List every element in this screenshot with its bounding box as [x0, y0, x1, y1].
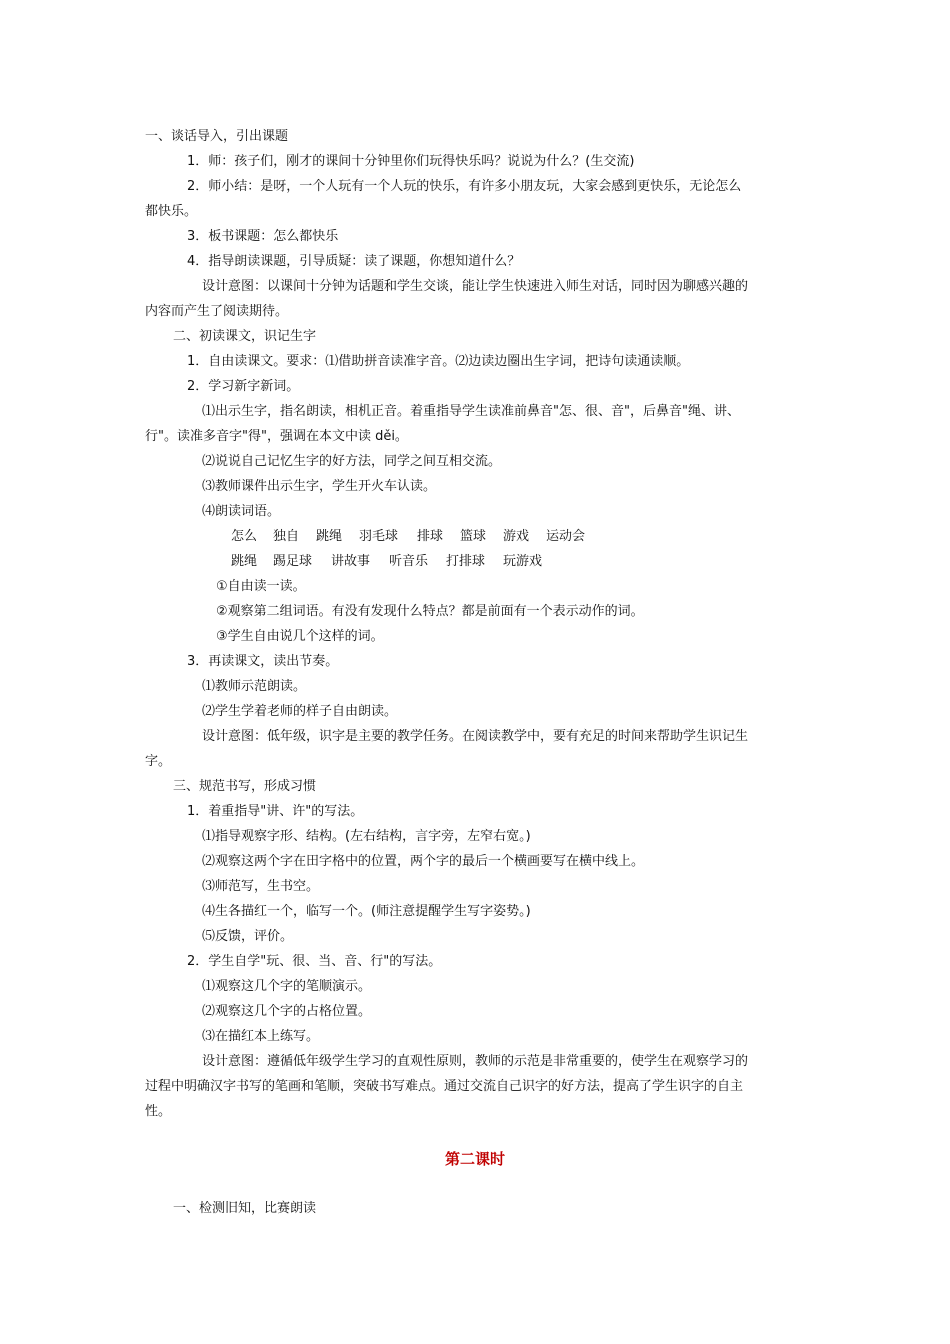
- word: 听音乐: [389, 554, 429, 569]
- design-intent-continuation: 内容而产生了阅读期待。: [145, 304, 289, 319]
- word: 游戏: [503, 529, 530, 544]
- sub-item: ⑵观察这几个字的占格位置。: [202, 1004, 372, 1019]
- sub-item: ⑷朗读词语。: [202, 504, 281, 519]
- sub-item: ⑴观察这几个字的笔顺演示。: [202, 979, 372, 994]
- word: 怎么: [231, 529, 258, 544]
- list-item: 2．师小结：是呀，一个人玩有一个人玩的快乐，有许多小朋友玩，大家会感到更快乐，无论怎么: [187, 179, 742, 194]
- sub-item: ⑵说说自己记忆生字的好方法，同学之间互相交流。: [202, 454, 502, 469]
- list-item: 3．再读课文，读出节奏。: [187, 654, 339, 669]
- design-intent: 设计意图：遵循低年级学生学习的直观性原则，教师的示范是非常重要的，使学生在观察学习的: [202, 1054, 749, 1069]
- sub-item: ③学生自由说几个这样的词。: [216, 629, 384, 644]
- word: 运动会: [546, 529, 586, 544]
- sub-item: ⑴出示生字，指名朗读，相机正音。着重指导学生读准前鼻音"怎、很、音"，后鼻音"绳、讲、: [202, 404, 740, 419]
- sub-item: ⑶师范写，生书空。: [202, 879, 320, 894]
- list-item-continuation: 都快乐。: [145, 204, 198, 219]
- sub-item: ⑵观察这两个字在田字格中的位置，两个字的最后一个横画要写在横中线上。: [202, 854, 645, 869]
- word: 排球: [417, 529, 444, 544]
- word: 玩游戏: [503, 554, 543, 569]
- list-item: 1．自由读课文。要求：⑴借助拼音读准字音。⑵边读边圈出生字词，把诗句读通读顺。: [187, 354, 690, 369]
- list-item: 2．学生自学"玩、很、当、音、行"的写法。: [187, 954, 442, 969]
- design-intent-continuation: 字。: [145, 754, 172, 769]
- design-intent-continuation: 性。: [145, 1104, 172, 1119]
- lesson-2-title: 第二课时: [444, 1150, 505, 1168]
- word: 独自: [273, 529, 300, 544]
- section-heading-lesson2-1: 一、检测旧知，比赛朗读: [173, 1201, 317, 1216]
- word: 篮球: [460, 529, 487, 544]
- word: 踢足球: [273, 554, 313, 569]
- word: 讲故事: [331, 554, 371, 569]
- list-item: 3．板书课题：怎么都快乐: [187, 229, 339, 244]
- sub-item: ①自由读一读。: [216, 579, 306, 594]
- section-heading-2: 二、初读课文，识记生字: [173, 329, 317, 344]
- sub-item: ⑸反馈，评价。: [202, 929, 294, 944]
- sub-item: ②观察第二组词语。有没有发现什么特点？都是前面有一个表示动作的词。: [216, 604, 644, 619]
- sub-item: ⑷生各描红一个，临写一个。(师注意提醒学生写字姿势。): [202, 904, 531, 919]
- list-item: 4．指导朗读课题，引导质疑：读了课题，你想知道什么？: [187, 254, 521, 269]
- word: 打排球: [446, 554, 486, 569]
- sub-item: ⑵学生学着老师的样子自由朗读。: [202, 704, 398, 719]
- word: 跳绳: [316, 529, 343, 544]
- list-item: 1．着重指导"讲、许"的写法。: [187, 804, 364, 819]
- design-intent-continuation: 过程中明确汉字书写的笔画和笔顺，突破书写难点。通过交流自己识字的好方法，提高了学生识字的自主: [145, 1079, 744, 1094]
- section-heading-3: 三、规范书写，形成习惯: [173, 779, 317, 794]
- section-heading-1: 一、谈话导入，引出课题: [145, 129, 289, 144]
- sub-item-continuation: 行"。读准多音字"得"，强调在本文中读 děi。: [145, 429, 408, 444]
- design-intent: 设计意图：低年级，识字是主要的教学任务。在阅读教学中，要有充足的时间来帮助学生识记生: [202, 729, 749, 744]
- sub-item: ⑴指导观察字形、结构。(左右结构，言字旁，左窄右宽。): [202, 829, 531, 844]
- word: 跳绳: [231, 554, 258, 569]
- design-intent: 设计意图：以课间十分钟为话题和学生交谈，能让学生快速进入师生对话，同时因为聊感兴趣的: [202, 279, 749, 294]
- sub-item: ⑶教师课件出示生字，学生开火车认读。: [202, 479, 437, 494]
- word: 羽毛球: [359, 529, 399, 544]
- sub-item: ⑴教师示范朗读。: [202, 679, 307, 694]
- list-item: 1．师：孩子们，刚才的课间十分钟里你们玩得快乐吗？说说为什么？(生交流): [187, 154, 635, 169]
- sub-item: ⑶在描红本上练写。: [202, 1029, 320, 1044]
- list-item: 2．学习新字新词。: [187, 379, 300, 394]
